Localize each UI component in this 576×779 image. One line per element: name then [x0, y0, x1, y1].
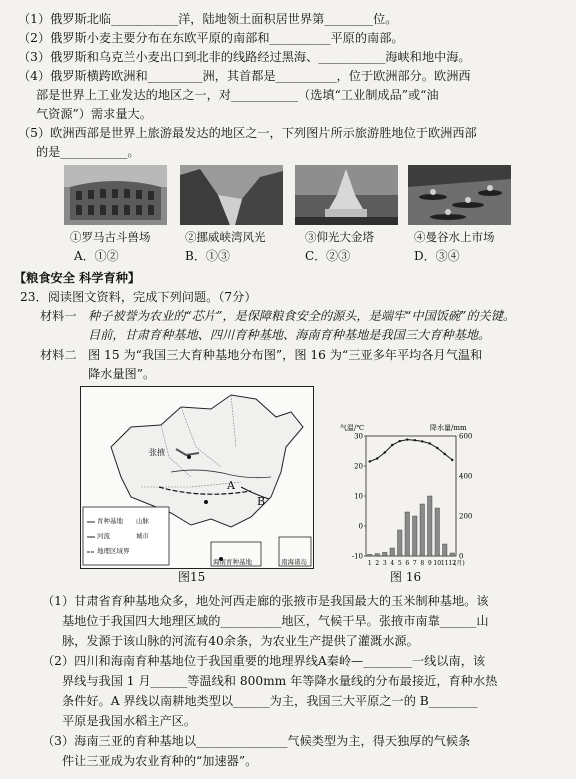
- x-tick-label: 1: [367, 560, 372, 567]
- q23-question-3: （3）海南三亚的育种基地以_______________气候类型为主，得天独厚的气候条: [42, 734, 471, 748]
- map-line-b: B: [257, 495, 266, 508]
- material-2-label: 材料二: [40, 348, 77, 362]
- map-hainan-inset: 海南育种基地: [213, 558, 252, 566]
- temperature-point: [399, 440, 401, 442]
- y-left-tick: 10: [354, 492, 363, 501]
- precipitation-bar: [405, 512, 410, 556]
- legend-river: 河流: [97, 532, 110, 540]
- figure-16-caption: 图 16: [390, 570, 422, 584]
- q23-question-1-cont2: 脉，发源于该山脉的河流有40余条，为农业生产提供了灌溉水源。: [62, 634, 419, 648]
- caption-3: ③仰光大金塔: [305, 230, 374, 244]
- chart-frame: [366, 436, 456, 556]
- q23-question-2-cont: 界线与我国 1 月______等温线和 800mm 年等降水量线的分布最接近，育种水热: [62, 674, 498, 688]
- y-left-label: 气温/℃: [340, 424, 365, 432]
- q22-item-1: （1）俄罗斯北临___________洋，陆地领土面积居世界第________位。: [18, 12, 398, 26]
- y-left-tick: 0: [358, 522, 363, 531]
- x-tick-label: 12: [448, 560, 457, 567]
- x-tick-label: 5: [397, 560, 402, 567]
- q23-question-2-cont3: 平原是我国水稻主产区。: [62, 714, 197, 728]
- legend-breeding-base: 育种基地: [97, 517, 123, 525]
- y-left-tick: 30: [354, 432, 363, 441]
- section-title: 【粮食安全 科学育种】: [14, 271, 141, 285]
- precipitation-bar: [390, 548, 395, 556]
- x-tick-label: 9: [427, 560, 432, 567]
- q22-item-4-cont2: 气资源”）需求量大。: [36, 107, 152, 121]
- precipitation-bar: [443, 544, 448, 556]
- fjord-photo: [180, 165, 283, 225]
- temperature-point: [391, 444, 393, 446]
- x-tick-label: 11: [440, 560, 449, 567]
- x-axis-label: (月): [454, 560, 465, 567]
- y-left-tick: 20: [354, 462, 363, 471]
- q22-item-5-cont: 的是___________。: [36, 145, 140, 159]
- caption-4: ④曼谷水上市场: [414, 230, 495, 244]
- y-right-tick: 0: [459, 552, 464, 561]
- q22-item-4-cont: 部是世界上工业发达的地区之一，对___________（选填“工业制成品”或“油: [36, 88, 439, 102]
- option-a: A．①②: [74, 249, 119, 263]
- q22-item-2: （2）俄罗斯小麦主要分布在东欧平原的南部和__________平原的南部。: [18, 31, 404, 45]
- precipitation-bar: [413, 516, 418, 556]
- q23-question-2-cont2: 条件好。A 界线以南耕地类型以______为主，我国三大平原之一的 B________: [62, 694, 478, 708]
- legend-boundary: 地理区域界: [97, 547, 130, 555]
- q22-item-3: （3）俄罗斯和乌克兰小麦出口到北非的线路经过黑海、___________海峡和地中海。: [18, 50, 471, 64]
- q22-item-4: （4）俄罗斯横跨欧洲和_________洲，其首都是__________，位于欧洲部分。欧洲西: [18, 69, 471, 83]
- temperature-point: [436, 447, 438, 449]
- map-line-a: A: [227, 479, 235, 492]
- q23-question-1: （1）甘肃省育种基地众多，地处河西走廊的张掖市是我国最大的玉米制种基地。该: [42, 594, 489, 608]
- y-right-tick: 400: [459, 472, 473, 481]
- option-d: D．③④: [414, 249, 460, 263]
- x-tick-label: 6: [405, 560, 410, 567]
- x-tick-label: 10: [433, 560, 442, 567]
- q22-item-5: （5）欧洲西部是世界上旅游最发达的地区之一，下列图片所示旅游胜地位于欧洲西部: [18, 126, 477, 140]
- precipitation-bar: [398, 530, 403, 556]
- pagoda-photo: [295, 165, 398, 225]
- material-1-line-1: 种子被誉为农业的“芯片”，是保障粮食安全的源头，是端牢“中国饭碗”的关键。: [88, 309, 516, 323]
- y-right-tick: 200: [459, 512, 473, 521]
- material-2-line-2: 降水量图”。: [88, 367, 156, 381]
- temperature-point: [451, 459, 453, 461]
- temperature-point: [444, 453, 446, 455]
- precipitation-bar: [420, 504, 425, 556]
- q23-question-1-cont: 基地位于我国四大地理区域的__________地区，气候干旱。张掖市南靠______山: [62, 614, 489, 628]
- temperature-point: [406, 438, 408, 440]
- x-tick-label: 3: [382, 560, 387, 567]
- caption-2: ②挪威峡湾风光: [185, 230, 266, 244]
- colosseum-photo: [64, 165, 167, 225]
- y-left-tick: -10: [351, 552, 363, 561]
- material-1-label: 材料一: [40, 309, 77, 323]
- climate-chart: [338, 420, 483, 570]
- y-right-tick: 600: [459, 432, 473, 441]
- option-b: B．①③: [185, 249, 230, 263]
- temperature-point: [414, 439, 416, 441]
- caption-1: ①罗马古斗兽场: [70, 230, 151, 244]
- legend-city: 城市: [136, 532, 149, 540]
- precipitation-bar: [435, 508, 440, 556]
- x-tick-label: 2: [375, 560, 380, 567]
- q23-intro: 23．阅读图文资料，完成下列问题。（7分）: [20, 290, 257, 304]
- temperature-point: [369, 460, 371, 462]
- material-1-line-2: 目前，甘肃育种基地、四川育种基地、海南育种基地是我国三大育种基地。: [88, 328, 491, 342]
- temperature-point: [429, 442, 431, 444]
- precipitation-bar: [383, 552, 388, 556]
- map-south-sea-inset: 南海诸岛: [281, 558, 307, 566]
- temperature-point: [421, 440, 423, 442]
- precipitation-bar: [428, 496, 433, 556]
- x-tick-label: 8: [420, 560, 425, 567]
- material-2-line-1: 图 15 为“我国三大育种基地分布图”，图 16 为“三亚多年平均各月气温和: [88, 348, 483, 362]
- temperature-point: [384, 451, 386, 453]
- x-tick-label: 4: [390, 560, 395, 567]
- map-city-label: 张掖: [149, 448, 165, 457]
- option-c: C．②③: [305, 249, 351, 263]
- legend-mountain: 山脉: [136, 517, 149, 525]
- x-tick-label: 7: [412, 560, 417, 567]
- precipitation-bar: [450, 553, 455, 556]
- china-map: [80, 386, 314, 569]
- precipitation-bar: [368, 554, 373, 556]
- temperature-point: [376, 457, 378, 459]
- floating-market-photo: [408, 165, 511, 225]
- q23-question-3-cont: 件让三亚成为农业育种的“加速器”。: [62, 754, 258, 768]
- precipitation-bar: [375, 554, 380, 556]
- y-right-label: 降水量/mm: [430, 424, 467, 432]
- figure-15-caption: 图15: [178, 570, 206, 584]
- q23-question-2: （2）四川和海南育种基地位于我国重要的地理界线A秦岭—________一线以南，该: [42, 654, 486, 668]
- temperature-line: [370, 440, 453, 462]
